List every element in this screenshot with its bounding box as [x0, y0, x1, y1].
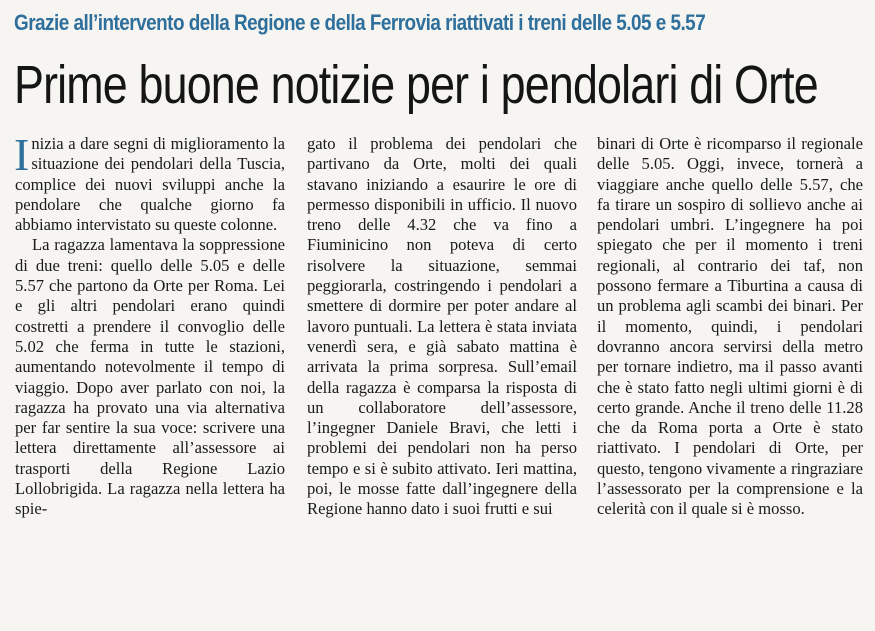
drop-cap: I — [14, 129, 30, 180]
kicker-subheadline: Grazie all’intervento della Regione e della Ferrovia riattivati i treni delle 5.05 e 5.57 — [14, 10, 706, 35]
article-column-3 — [597, 134, 863, 520]
headline: Prime buone notizie per i pendolari di Orte — [14, 55, 818, 115]
paragraph — [14, 129, 285, 235]
paragraph-text: nizia a dare segni di miglioramento la situazione dei pendolari della Tuscia, complice dei nuovi sviluppi anche la pendolare che qualche giorno fa abbiamo intervistato su queste colonne. — [15, 134, 285, 235]
paragraph: gato il problema dei pendolari che partivano da Orte, molti dei quali stavano iniziando a esaurire le ore di permesso disponibili in ufficio. Il nuovo treno delle 4.32 che va fino a Fiuminicino non poteva di certo risolvere la situazione, semmai peggiorarla, costringendo i pendolari a smettere di dormire per poter andare al lavoro puntuali. La lettera è stata inviata venerdì sera, e già sabato mattina è arrivata la prima sorpresa. Sull’email della ragazza è comparsa la risposta di un collaboratore dell’assessore, l’ingegner Daniele Bravi, che letti i problemi dei pendolari non ha perso tempo e si è subito attivato. Ieri mattina, poi, le mosse fatte dall’ingegnere della Regione hanno dato i suoi frutti e sui — [307, 134, 577, 519]
article-column-1 — [14, 129, 285, 520]
paragraph: binari di Orte è ricomparso il regionale delle 5.05. Oggi, invece, tornerà a viaggiare anche quello delle 5.57, che fa tirare un sospiro di sollievo anche ai pendolari umbri. L’ingegnere ha poi spiegato che per il momento i treni regionali, al contrario dei taf, non possono fermare a Tiburtina a causa di un problema agli scambi dei binari. Per il momento, quindi, i pendolari dovranno ancora servirsi della metro per tornare indietro, ma il passo avanti che è stato fatto negli ultimi giorni è di certo grande. Anche il treno delle 11.28 che da Roma porta a Orte è stato riattivato. I pendolari di Orte, per questo, tengono vivamente a ringraziare l’assessorato per la comprensione e la celerità con il quale si è mosso. — [597, 134, 863, 519]
article-column-2 — [307, 134, 577, 520]
paragraph: La ragazza lamentava la soppressione di due treni: quello delle 5.05 e delle 5.57 che partono da Orte per Roma. Lei e gli altri pendolari erano quindi costretti a prendere il convoglio delle 5.02 che ferma in tutte le stazioni, aumentando notevolmente il tempo di viaggio. Dopo aver parlato con noi, la ragazza ha provato una via alternativa per far sentire la sua voce: scrivere una lettera direttamente all’assessore ai trasporti della Regione Lazio Lollobrigida. La ragazza nella lettera ha spie- — [15, 235, 285, 519]
